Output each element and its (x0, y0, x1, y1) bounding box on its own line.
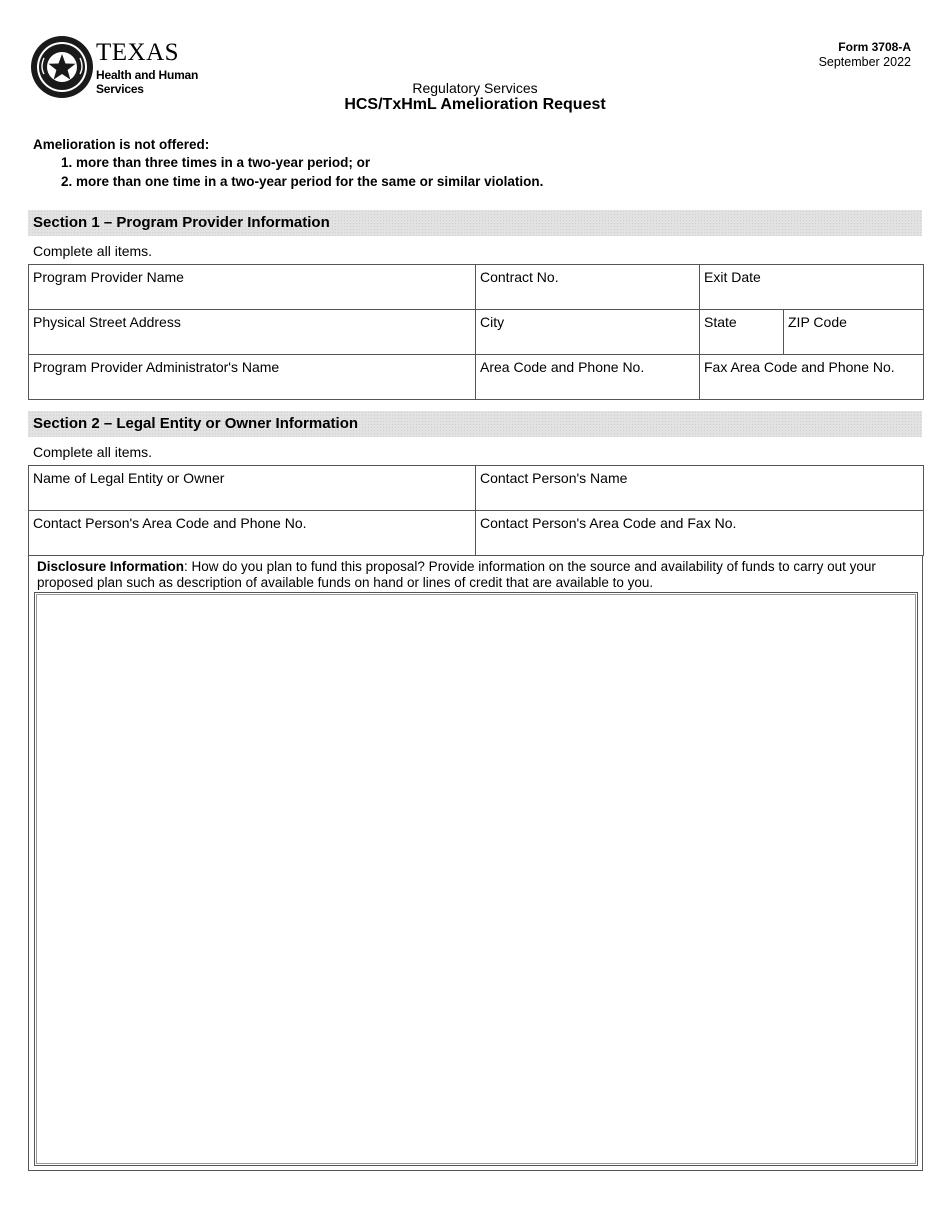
exit-date-field[interactable]: Exit Date (700, 265, 924, 310)
contact-fax-field[interactable]: Contact Person's Area Code and Fax No. (476, 511, 924, 556)
notice-heading: Amelioration is not offered: (33, 137, 210, 152)
logo-line-2: Health and Human (96, 68, 199, 82)
section-1-header (28, 210, 922, 236)
disclosure-section (28, 555, 923, 1171)
form-number: Form 3708-A (838, 40, 911, 54)
phone-field[interactable]: Area Code and Phone No. (476, 355, 700, 400)
street-address-field[interactable]: Physical Street Address (29, 310, 476, 355)
section-2-instruction: Complete all items. (33, 444, 153, 460)
contact-name-field[interactable]: Contact Person's Name (476, 466, 924, 511)
document-subtitle: Regulatory Services (412, 80, 538, 96)
zip-code-field[interactable]: ZIP Code (784, 310, 924, 355)
logo-texas-text: TEXAS (96, 39, 180, 66)
provider-name-field[interactable]: Program Provider Name (29, 265, 476, 310)
contact-phone-field[interactable]: Contact Person's Area Code and Phone No. (29, 511, 476, 556)
legal-entity-name-field[interactable]: Name of Legal Entity or Owner (29, 466, 476, 511)
section-1-title: Section 1 – Program Provider Information (33, 214, 330, 231)
section-1-instruction: Complete all items. (33, 243, 153, 259)
section-1-table (28, 264, 924, 400)
form-date: September 2022 (818, 55, 911, 69)
section-2-header (28, 411, 922, 437)
section-2-table (28, 465, 924, 556)
disclosure-label: Disclosure Information (37, 559, 185, 574)
administrator-name-field[interactable]: Program Provider Administrator's Name (29, 355, 476, 400)
notice-item: 2. more than one time in a two-year period for the same or similar violation. (61, 174, 544, 189)
fax-field[interactable]: Fax Area Code and Phone No. (700, 355, 924, 400)
notice-item: 1. more than three times in a two-year period; or (61, 155, 371, 170)
document-title: HCS/TxHmL Amelioration Request (344, 96, 606, 113)
state-field[interactable]: State (700, 310, 784, 355)
disclosure-text-area[interactable] (34, 592, 918, 1166)
disclosure-instructions (37, 559, 917, 591)
section-2-title: Section 2 – Legal Entity or Owner Information (33, 415, 359, 432)
contract-no-field[interactable]: Contract No. (476, 265, 700, 310)
city-field[interactable]: City (476, 310, 700, 355)
logo-line-3: Services (96, 82, 144, 96)
disclosure-question: : How do you plan to fund this proposal? Provide information on the source and availability of funds to carry out your proposed plan such as description of available funds on hand or lines of credit that are available to you. (37, 559, 876, 590)
